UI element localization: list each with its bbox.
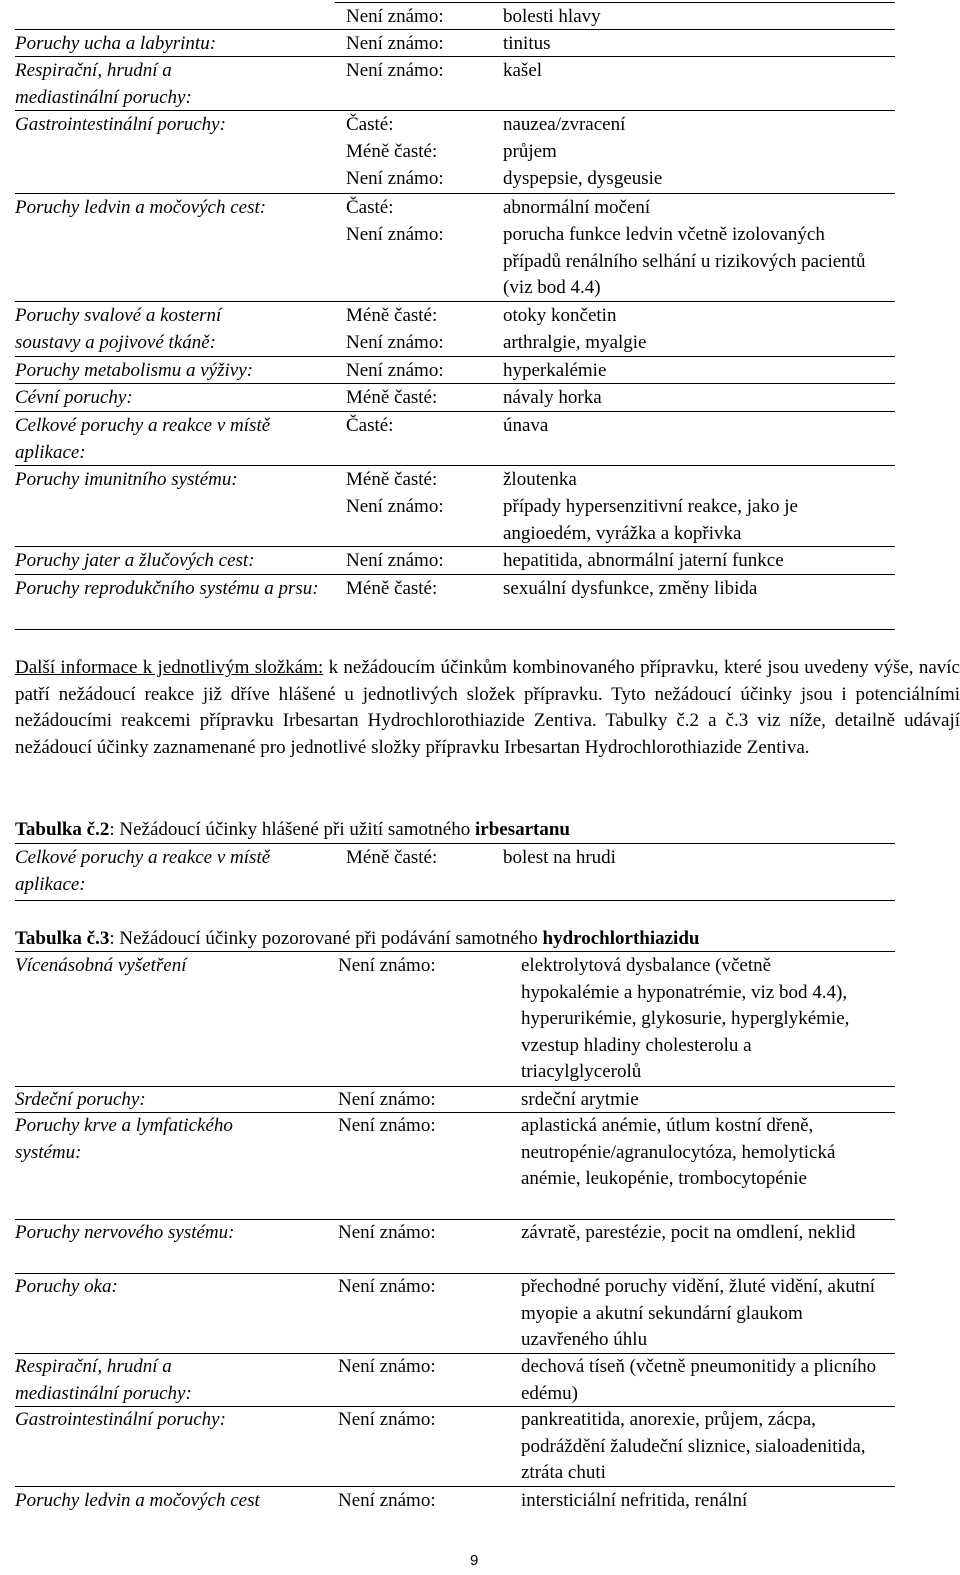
caption-label: Tabulka č.3 <box>15 928 110 949</box>
row-rule <box>15 29 895 30</box>
organ-class: Respirační, hrudní a mediastinální poruchy: <box>15 1356 192 1404</box>
frequency: Méně časté: <box>346 387 438 408</box>
organ-class: Gastrointestinální poruchy: <box>15 1409 226 1430</box>
organ-class: Poruchy reprodukčního systému a prsu: <box>15 578 319 599</box>
caption-drug: irbesartanu <box>474 819 570 840</box>
frequency: Není známo: <box>346 360 444 381</box>
frequency: Méně časté: <box>346 141 438 162</box>
row-rule <box>15 356 895 357</box>
frequency: Není známo: <box>338 1276 436 1297</box>
effect: hyperkalémie <box>503 360 607 381</box>
effect: nauzea/zvracení <box>503 114 626 135</box>
frequency: Není známo: <box>338 1222 436 1243</box>
organ-class: Vícenásobná vyšetření <box>15 955 187 976</box>
row-rule <box>15 574 895 575</box>
frequency: Není známo: <box>346 6 444 27</box>
organ-class: Respirační, hrudní a mediastinální poruchy: <box>15 60 192 108</box>
effect: dyspepsie, dysgeusie <box>503 168 663 189</box>
effect: porucha funkce ledvin včetně izolovaných případů renálního selhání u rizikových pacientů (viz bod 4.4) <box>503 224 866 298</box>
table-3-top-rule <box>15 951 895 952</box>
organ-class: Poruchy metabolismu a výživy: <box>15 360 253 381</box>
organ-class: Poruchy nervového systému: <box>15 1222 235 1243</box>
frequency: Není známo: <box>346 33 444 54</box>
effect: průjem <box>503 141 557 162</box>
effect: dechová tíseň (včetně pneumonitidy a plicního edému) <box>521 1356 877 1404</box>
frequency: Není známo: <box>346 496 444 517</box>
organ-class: Poruchy oka: <box>15 1276 118 1297</box>
frequency: Časté: <box>346 197 394 218</box>
effect: sexuální dysfunkce, změny libida <box>503 578 758 599</box>
frequency: Méně časté: <box>346 305 438 326</box>
row-rule <box>15 465 895 466</box>
effect: kašel <box>503 60 543 81</box>
effect: abnormální močení <box>503 197 651 218</box>
organ-class: Poruchy krve a lymfatického systému: <box>15 1115 233 1163</box>
row-rule <box>15 411 895 412</box>
effect: žloutenka <box>503 469 577 490</box>
frequency: Není známo: <box>346 332 444 353</box>
table-bottom-rule <box>15 629 895 630</box>
effect: závratě, parestézie, pocit na omdlení, neklid <box>521 1222 856 1243</box>
table-2-bottom-rule <box>15 900 895 901</box>
table-top-rule <box>335 2 895 3</box>
frequency: Není známo: <box>346 224 444 245</box>
frequency: Není známo: <box>338 955 436 976</box>
frequency: Časté: <box>346 415 394 436</box>
caption-text: : Nežádoucí účinky pozorované při podávání samotného <box>109 928 543 949</box>
frequency: Není známo: <box>346 60 444 81</box>
frequency: Méně časté: <box>346 578 438 599</box>
frequency: Není známo: <box>338 1089 436 1110</box>
frequency: Není známo: <box>346 168 444 189</box>
additional-info-paragraph <box>15 655 960 761</box>
organ-class: Poruchy ucha a labyrintu: <box>15 33 217 54</box>
organ-class: Cévní poruchy: <box>15 387 133 408</box>
frequency: Časté: <box>346 114 394 135</box>
table-3-caption <box>15 926 699 953</box>
effect: přechodné poruchy vidění, žluté vidění, akutní myopie a akutní sekundární glaukom uzavřeného úhlu <box>521 1276 876 1350</box>
organ-class: Poruchy ledvin a močových cest <box>15 1490 260 1511</box>
organ-class: Gastrointestinální poruchy: <box>15 114 226 135</box>
effect: bolesti hlavy <box>503 6 601 27</box>
effect: otoky končetin <box>503 305 617 326</box>
frequency: Není známo: <box>338 1409 436 1430</box>
effect: arthralgie, myalgie <box>503 332 647 353</box>
effect: únava <box>503 415 549 436</box>
effect: bolest na hrudi <box>503 847 616 868</box>
row-rule <box>15 301 895 302</box>
organ-class: Poruchy ledvin a močových cest: <box>15 197 267 218</box>
effect: intersticiální nefritida, renální <box>521 1490 748 1511</box>
effect: tinitus <box>503 33 551 54</box>
effect: srdeční arytmie <box>521 1089 639 1110</box>
frequency: Není známo: <box>338 1115 436 1136</box>
row-rule <box>15 110 895 111</box>
effect: návaly horka <box>503 387 602 408</box>
organ-class: Poruchy jater a žlučových cest: <box>15 550 255 571</box>
effect: aplastická anémie, útlum kostní dřeně, neutropénie/agranulocytóza, hemolytická anémie, leukopénie, trombocytopénie <box>521 1115 836 1189</box>
frequency: Není známo: <box>338 1356 436 1377</box>
effect: hepatitida, abnormální jaterní funkce <box>503 550 784 571</box>
table-2-top-rule <box>15 843 895 844</box>
table-row <box>0 4 960 31</box>
organ-class: Poruchy svalové a kosterní soustavy a pojivové tkáně: <box>15 305 222 353</box>
organ-class: Srdeční poruchy: <box>15 1089 146 1110</box>
page-number: 9 <box>470 1552 479 1569</box>
frequency: Není známo: <box>338 1490 436 1511</box>
effect: elektrolytová dysbalance (včetně hypokalémie a hyponatrémie, viz bod 4.4), hyperurikémie, glykosurie, hyperglykémie, vzestup hladiny cholesterolu a triacylglycerolů <box>521 955 850 1082</box>
organ-class: Poruchy imunitního systému: <box>15 469 238 490</box>
caption-text: : Nežádoucí účinky hlášené při užití samotného <box>109 819 475 840</box>
organ-class: Celkové poruchy a reakce v místě aplikace: <box>15 847 271 895</box>
effect: případy hypersenzitivní reakce, jako je angioedém, vyrážka a kopřivka <box>503 496 798 544</box>
row-rule <box>15 383 895 384</box>
caption-label: Tabulka č.2 <box>15 819 110 840</box>
caption-drug: hydrochlorthiazidu <box>542 928 700 949</box>
frequency: Není známo: <box>346 550 444 571</box>
paragraph-lead: Další informace k jednotlivým složkám: <box>15 657 324 678</box>
effect: pankreatitida, anorexie, průjem, zácpa, podráždění žaludeční sliznice, sialoadenitida, ztráta chuti <box>521 1409 866 1483</box>
row-rule <box>15 56 895 57</box>
row-rule <box>15 546 895 547</box>
row-rule <box>15 1486 895 1487</box>
table-2-caption <box>15 817 570 844</box>
paragraph-text: k nežádoucím účinkům kombinovaného přípravku, které jsou uvedeny výše, navíc patří nežádoucí reakce již dříve hlášené u jednotlivých složek přípravku. Tyto nežádoucí účinky jsou i potenciálními nežádoucími reakcemi přípravku Irbesartan Hydrochlorothiazide Zentiva. Tabulky č.2 a č.3 viz níže, detailně udávají nežádoucí účinky zaznamenané pro jednotlivé složky přípravku Irbesartan Hydrochlorothiazide Zentiva. <box>15 657 960 758</box>
row-rule <box>15 193 895 194</box>
organ-class: Celkové poruchy a reakce v místě aplikace: <box>15 415 271 463</box>
frequency: Méně časté: <box>346 847 438 868</box>
frequency: Méně časté: <box>346 469 438 490</box>
